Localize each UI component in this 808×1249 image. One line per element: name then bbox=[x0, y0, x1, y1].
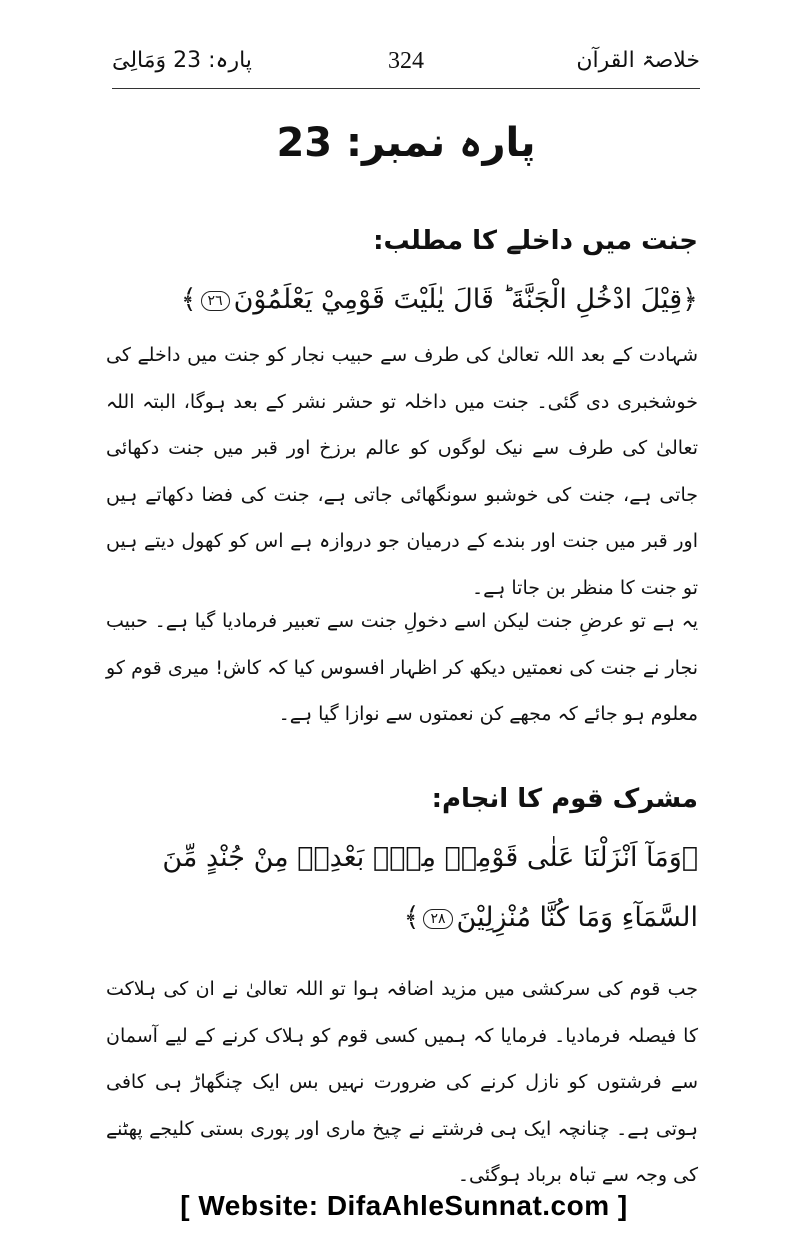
section-label: پارہ: 23 وَمَالِیَ bbox=[112, 48, 252, 73]
section-heading: جنت میں داخلے کا مطلب: bbox=[373, 226, 698, 256]
ayah-number-badge: ٢٦ bbox=[201, 291, 230, 311]
page-title: پارہ نمبر: 23 bbox=[276, 120, 536, 166]
page-header bbox=[112, 40, 700, 84]
page-number: 324 bbox=[388, 48, 424, 74]
ayah-text bbox=[108, 828, 698, 948]
website-footer: [ Website: DifaAhleSunnat.com ] bbox=[180, 1190, 628, 1221]
ayah-arabic: ﴿وَمَآ اَنْزَلْنَا عَلٰى قَوْمِهٖ مِنْۢ بَعْدِهٖ مِنْ جُنْدٍ مِّنَ السَّمَآءِ وَمَا كُنَّا مُنْزِلِيْنَ bbox=[162, 842, 698, 933]
paragraph: جب قوم کی سرکشی میں مزید اضافہ ہوا تو اللہ تعالیٰ نے ان کی ہلاکت کا فیصلہ فرمادیا۔ فرمایا کہ ہمیں کسی قوم کو ہلاک کرنے کے لیے آسمان سے فرشتوں کو نازل کرنے کی ضرورت نہیں بس ایک چنگھاڑ ہی کافی ہوتی ہے۔ چنانچہ ایک ہی فرشتے نے چیخ ماری اور پوری بستی کلیجے پھٹنے کی وجہ سے تباہ برباد ہوگئی۔ bbox=[106, 978, 698, 1186]
ayah-arabic: ﴿قِيْلَ ادْخُلِ الْجَنَّةَ ؕ قَالَ يٰلَيْتَ قَوْمِيْ يَعْلَمُوْنَ bbox=[233, 284, 698, 315]
book-title: خلاصۃ القرآن bbox=[576, 48, 700, 73]
paragraph: یہ ہے تو عرضِ جنت لیکن اسے دخولِ جنت سے تعبیر فرمادیا گیا ہے۔ حبیب نجار نے جنت کی نعمتیں دیکھ کر اظہار افسوس کیا کہ کاش! میری قوم کو معلوم ہو جائے کہ مجھے کن نعمتوں سے نوازا گیا ہے۔ bbox=[106, 610, 698, 725]
ayah-close-bracket: ﴾ bbox=[180, 284, 197, 315]
ayah-number-badge: ٢٨ bbox=[423, 909, 452, 929]
header-divider bbox=[112, 88, 700, 89]
ayah-close-bracket: ﴾ bbox=[403, 902, 420, 933]
section-heading: مشرک قوم کا انجام: bbox=[431, 784, 698, 814]
ayah-text bbox=[108, 270, 698, 330]
paragraph: شہادت کے بعد اللہ تعالیٰ کی طرف سے حبیب نجار کو جنت میں داخلے کی خوشخبری دی گئی۔ جنت میں داخلہ تو حشر نشر کے بعد ہوگا، البتہ اللہ تعالیٰ کی طرف سے نیک لوگوں کو عالم برزخ اور قبر میں جنت دکھائی جاتی ہے، جنت کی خوشبو سونگھائی جاتی ہے، جنت کی فضا دکھاتے ہیں اور قبر میں جنت اور بندے کے درمیان جو دروازہ ہے اس کو کھول دیتے ہیں تو جنت کا منظر بن جاتا ہے۔ bbox=[106, 344, 698, 599]
